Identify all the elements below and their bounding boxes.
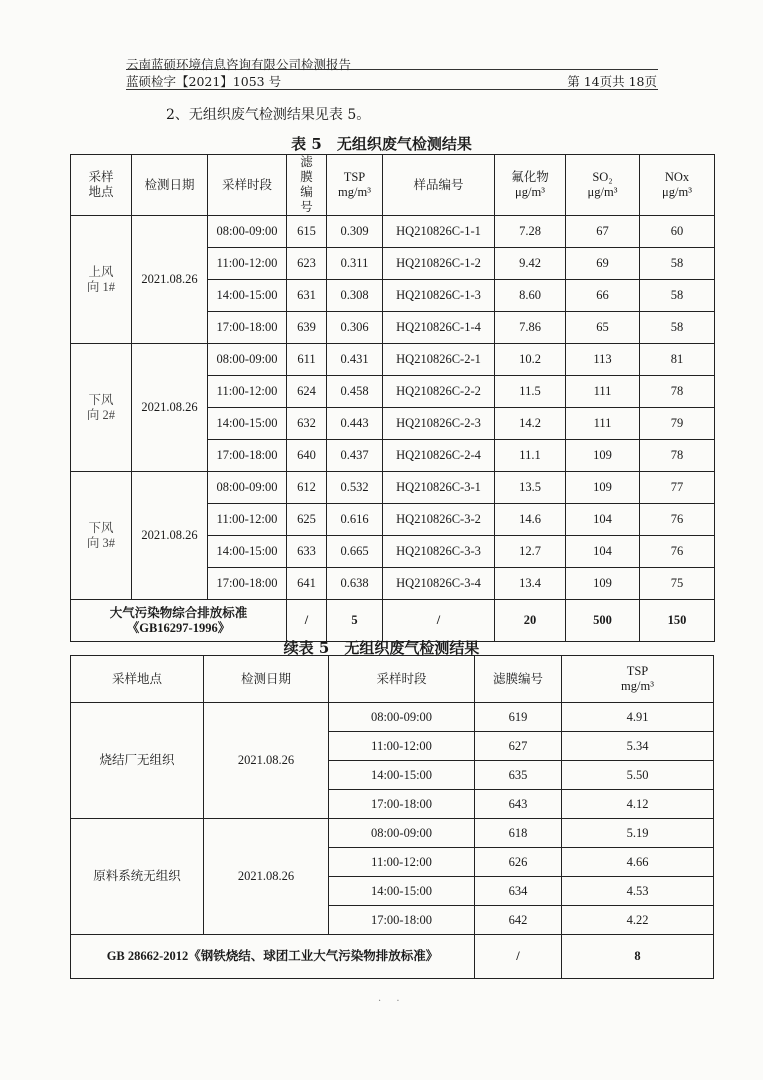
header-rule-top — [126, 69, 658, 70]
tsp-cell: 4.22 — [562, 906, 714, 935]
tsp-cell: 0.616 — [327, 504, 383, 536]
so2-cell: 111 — [566, 376, 640, 408]
tsp-cell: 0.665 — [327, 536, 383, 568]
period-cell: 08:00-09:00 — [208, 216, 287, 248]
site-cell: 烧结厂无组织 — [71, 703, 204, 819]
period-cell: 08:00-09:00 — [208, 472, 287, 504]
nox-cell: 58 — [640, 280, 715, 312]
tsp-cell: 5.50 — [562, 761, 714, 790]
fluoride-cell: 8.60 — [495, 280, 566, 312]
fluoride-cell: 13.4 — [495, 568, 566, 600]
filter-cell: 642 — [475, 906, 562, 935]
date-cell: 2021.08.26 — [204, 703, 329, 819]
col-header-filter: 滤膜编号 — [287, 155, 327, 216]
filter-cell: 618 — [475, 819, 562, 848]
nox-cell: 76 — [640, 536, 715, 568]
period-cell: 14:00-15:00 — [329, 761, 475, 790]
date-cell: 2021.08.26 — [132, 216, 208, 344]
col-header-date: 检测日期 — [132, 155, 208, 216]
tsp-cell: 0.443 — [327, 408, 383, 440]
period-cell: 08:00-09:00 — [329, 703, 475, 732]
tsp-cell: 0.309 — [327, 216, 383, 248]
period-cell: 08:00-09:00 — [329, 819, 475, 848]
standard-name-cell — [71, 600, 287, 642]
table5-emission-results — [70, 154, 715, 642]
page-marks: · · — [378, 996, 406, 1007]
standard-row — [71, 600, 715, 642]
site-cell: 下风向 2# — [71, 344, 132, 472]
fluoride-cell: 7.28 — [495, 216, 566, 248]
report-company-header: 云南蓝硕环境信息咨询有限公司检测报告 — [126, 57, 352, 72]
standard-tsp-cell: 5 — [327, 600, 383, 642]
filter-cell: 625 — [287, 504, 327, 536]
period-cell: 17:00-18:00 — [329, 906, 475, 935]
date-cell: 2021.08.26 — [132, 344, 208, 472]
cont-col-header-filter: 滤膜编号 — [475, 656, 562, 703]
nox-cell: 58 — [640, 248, 715, 280]
filter-cell: 632 — [287, 408, 327, 440]
standard-name-line2: 《GB16297-1996》 — [126, 620, 231, 635]
tsp-cell: 5.19 — [562, 819, 714, 848]
fluoride-unit: μg/m³ — [515, 185, 545, 199]
filter-cell: 635 — [475, 761, 562, 790]
filter-cell: 633 — [287, 536, 327, 568]
period-cell: 17:00-18:00 — [329, 790, 475, 819]
sample-cell: HQ210826C-1-4 — [383, 312, 495, 344]
tsp-cell: 4.53 — [562, 877, 714, 906]
fluoride-cell: 11.5 — [495, 376, 566, 408]
tsp-cell: 4.91 — [562, 703, 714, 732]
nox-cell: 77 — [640, 472, 715, 504]
tsp-cell: 0.458 — [327, 376, 383, 408]
filter-cell: 639 — [287, 312, 327, 344]
fluoride-cell: 7.86 — [495, 312, 566, 344]
header-rule-bottom — [126, 89, 658, 90]
standard-name-cell: GB 28662-2012《钢铁烧结、球团工业大气污染物排放标准》 — [71, 935, 475, 979]
fluoride-cell: 14.2 — [495, 408, 566, 440]
table5-caption: 表 5 无组织废气检测结果 — [291, 135, 472, 153]
intro-paragraph: 2、无组织废气检测结果见表 5。 — [166, 107, 371, 123]
sample-cell: HQ210826C-3-3 — [383, 536, 495, 568]
filter-cell: 643 — [475, 790, 562, 819]
cont-col-header-period: 采样时段 — [329, 656, 475, 703]
period-cell: 14:00-15:00 — [208, 280, 287, 312]
period-cell: 11:00-12:00 — [208, 504, 287, 536]
cont-tsp-unit: mg/m³ — [621, 679, 654, 693]
tsp-cell: 0.308 — [327, 280, 383, 312]
tsp-cell: 0.311 — [327, 248, 383, 280]
table-row — [71, 472, 715, 504]
standard-fluoride-cell: 20 — [495, 600, 566, 642]
nox-cell: 78 — [640, 376, 715, 408]
filter-cell: 627 — [475, 732, 562, 761]
so2-cell: 104 — [566, 536, 640, 568]
tsp-label: TSP — [343, 170, 366, 184]
so2-cell: 65 — [566, 312, 640, 344]
standard-name-line1: 大气污染物综合排放标准 — [109, 605, 248, 620]
standard-sample-cell: / — [383, 600, 495, 642]
so2-cell: 109 — [566, 472, 640, 504]
filter-cell: 624 — [287, 376, 327, 408]
filter-cell: 612 — [287, 472, 327, 504]
col-header-period: 采样时段 — [208, 155, 287, 216]
period-cell: 17:00-18:00 — [208, 312, 287, 344]
fluoride-cell: 9.42 — [495, 248, 566, 280]
table-row — [71, 216, 715, 248]
tsp-cell: 5.34 — [562, 732, 714, 761]
so2-label: SO₂ — [592, 170, 613, 184]
fluoride-cell: 10.2 — [495, 344, 566, 376]
period-cell: 17:00-18:00 — [208, 440, 287, 472]
cont-col-header-site: 采样地点 — [71, 656, 204, 703]
tsp-unit: mg/m³ — [338, 185, 371, 199]
nox-cell: 58 — [640, 312, 715, 344]
standard-tsp-cell: 8 — [562, 935, 714, 979]
sample-cell: HQ210826C-2-3 — [383, 408, 495, 440]
cont-tsp-label: TSP — [626, 664, 649, 678]
period-cell: 08:00-09:00 — [208, 344, 287, 376]
sample-cell: HQ210826C-1-2 — [383, 248, 495, 280]
fluoride-label: 氟化物 — [511, 170, 549, 184]
nox-cell: 79 — [640, 408, 715, 440]
so2-cell: 69 — [566, 248, 640, 280]
filter-cell: 640 — [287, 440, 327, 472]
tsp-cell: 0.437 — [327, 440, 383, 472]
cont-col-header-date: 检测日期 — [204, 656, 329, 703]
table5-header-row — [71, 155, 715, 216]
sample-cell: HQ210826C-2-1 — [383, 344, 495, 376]
standard-so2-cell: 500 — [566, 600, 640, 642]
date-cell: 2021.08.26 — [204, 819, 329, 935]
filter-cell: 631 — [287, 280, 327, 312]
cont-col-header-tsp — [562, 656, 714, 703]
nox-cell: 81 — [640, 344, 715, 376]
sample-cell: HQ210826C-2-2 — [383, 376, 495, 408]
filter-cell: 634 — [475, 877, 562, 906]
col-header-so2 — [566, 155, 640, 216]
fluoride-cell: 11.1 — [495, 440, 566, 472]
period-cell: 11:00-12:00 — [208, 376, 287, 408]
site-cell: 下风向 3# — [71, 472, 132, 600]
sample-cell: HQ210826C-3-1 — [383, 472, 495, 504]
standard-filter-cell: / — [287, 600, 327, 642]
nox-cell: 76 — [640, 504, 715, 536]
filter-cell: 626 — [475, 848, 562, 877]
standard-nox-cell: 150 — [640, 600, 715, 642]
so2-cell: 111 — [566, 408, 640, 440]
table5-cont-caption: 续表 5 无组织废气检测结果 — [283, 639, 480, 657]
filter-cell: 619 — [475, 703, 562, 732]
sample-cell: HQ210826C-3-2 — [383, 504, 495, 536]
nox-cell: 60 — [640, 216, 715, 248]
col-header-nox — [640, 155, 715, 216]
date-cell: 2021.08.26 — [132, 472, 208, 600]
so2-cell: 66 — [566, 280, 640, 312]
tsp-cell: 0.306 — [327, 312, 383, 344]
so2-cell: 113 — [566, 344, 640, 376]
sample-cell: HQ210826C-1-1 — [383, 216, 495, 248]
period-cell: 11:00-12:00 — [208, 248, 287, 280]
col-header-sample: 样品编号 — [383, 155, 495, 216]
table5-cont-emission-results — [70, 655, 714, 979]
period-cell: 11:00-12:00 — [329, 732, 475, 761]
table-row — [71, 344, 715, 376]
filter-cell: 611 — [287, 344, 327, 376]
so2-cell: 67 — [566, 216, 640, 248]
sample-cell: HQ210826C-3-4 — [383, 568, 495, 600]
nox-cell: 75 — [640, 568, 715, 600]
fluoride-cell: 14.6 — [495, 504, 566, 536]
table-row — [71, 703, 714, 732]
so2-cell: 109 — [566, 568, 640, 600]
page-number: 第 14页共 18页 — [567, 74, 657, 89]
site-cell: 上风向 1# — [71, 216, 132, 344]
tsp-cell: 0.638 — [327, 568, 383, 600]
col-header-fluoride — [495, 155, 566, 216]
nox-label: NOx — [664, 170, 690, 184]
site-cell: 原料系统无组织 — [71, 819, 204, 935]
period-cell: 17:00-18:00 — [208, 568, 287, 600]
tsp-cell: 0.431 — [327, 344, 383, 376]
nox-unit: μg/m³ — [662, 185, 692, 199]
period-cell: 14:00-15:00 — [329, 877, 475, 906]
table-row — [71, 819, 714, 848]
filter-cell: 615 — [287, 216, 327, 248]
period-cell: 14:00-15:00 — [208, 536, 287, 568]
period-cell: 14:00-15:00 — [208, 408, 287, 440]
col-header-tsp — [327, 155, 383, 216]
standard-row — [71, 935, 714, 979]
tsp-cell: 4.66 — [562, 848, 714, 877]
table5-cont-header-row — [71, 656, 714, 703]
standard-filter-cell: / — [475, 935, 562, 979]
col-header-site: 采样地点 — [71, 155, 132, 216]
report-number: 蓝硕检字【2021】1053 号 — [126, 74, 282, 89]
so2-unit: μg/m³ — [587, 185, 618, 199]
fluoride-cell: 13.5 — [495, 472, 566, 504]
so2-cell: 104 — [566, 504, 640, 536]
filter-cell: 641 — [287, 568, 327, 600]
so2-cell: 109 — [566, 440, 640, 472]
sample-cell: HQ210826C-1-3 — [383, 280, 495, 312]
period-cell: 11:00-12:00 — [329, 848, 475, 877]
sample-cell: HQ210826C-2-4 — [383, 440, 495, 472]
tsp-cell: 4.12 — [562, 790, 714, 819]
fluoride-cell: 12.7 — [495, 536, 566, 568]
filter-cell: 623 — [287, 248, 327, 280]
nox-cell: 78 — [640, 440, 715, 472]
tsp-cell: 0.532 — [327, 472, 383, 504]
